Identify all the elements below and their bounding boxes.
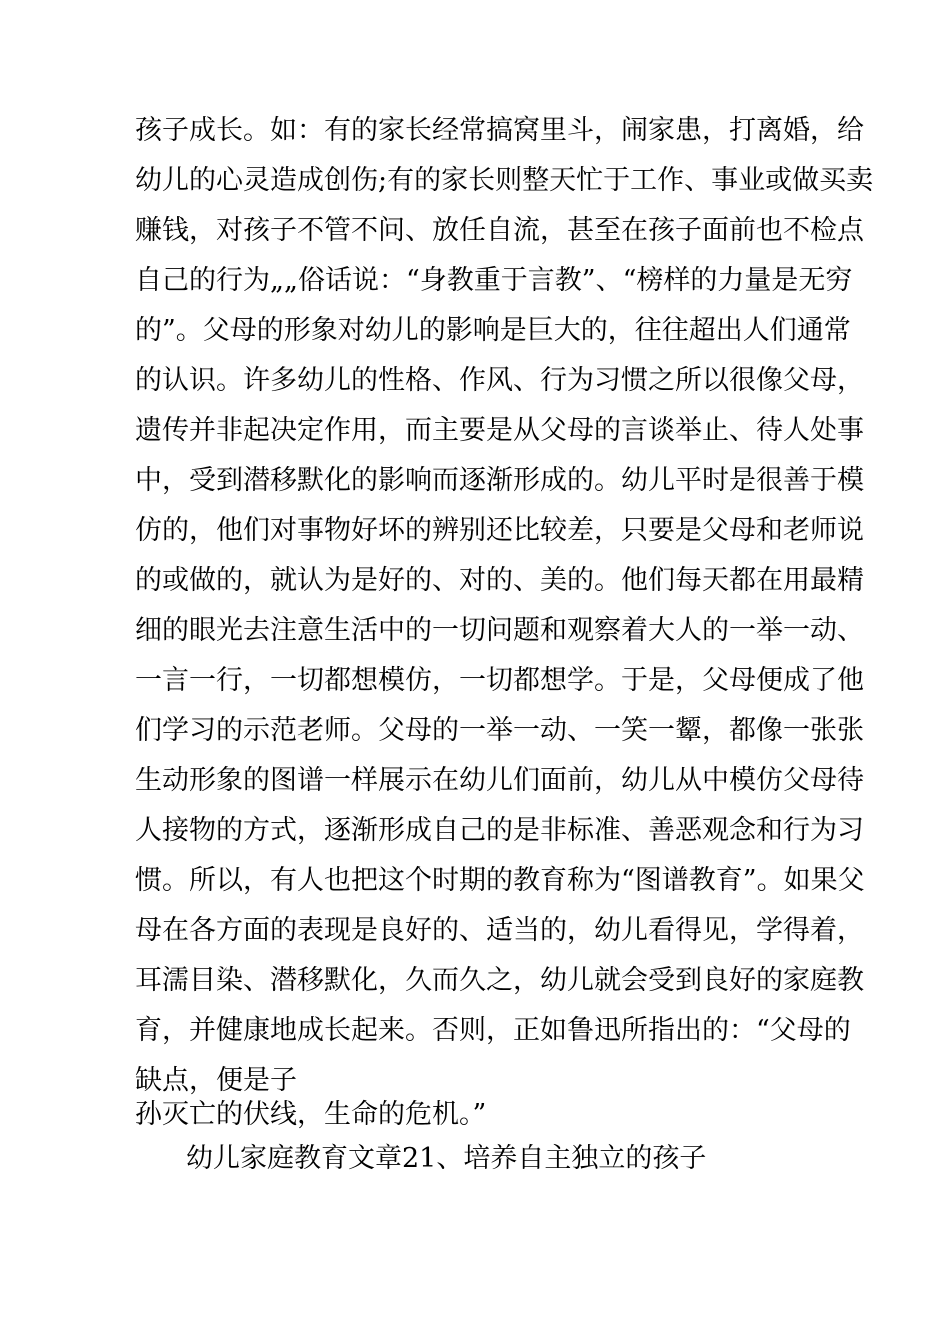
text-line: 细的眼光去注意生活中的一切问题和观察着大人的一举一动、 bbox=[135, 615, 864, 646]
text-line: 一言一行，一切都想模仿，一切都想学。于是，父母便成了他 bbox=[135, 665, 864, 696]
text-line: 孩子成长。如：有的家长经常搞窝里斗，闹家患，打离婚，给 bbox=[135, 115, 864, 146]
text-line: 幼儿的心灵造成创伤;有的家长则整天忙于工作、事业或做买卖 bbox=[135, 165, 874, 196]
text-line: 们学习的示范老师。父母的一举一动、一笑一颦，都像一张张 bbox=[135, 715, 864, 746]
text-line: 母在各方面的表现是良好的、适当的，幼儿看得见，学得着， bbox=[135, 915, 864, 946]
text-line: 生动形象的图谱一样展示在幼儿们面前，幼儿从中模仿父母待 bbox=[135, 765, 864, 796]
text-line: 的或做的，就认为是好的、对的、美的。他们每天都在用最精 bbox=[135, 565, 864, 596]
text-line: 的”。父母的形象对幼儿的影响是巨大的，往往超出人们通常 bbox=[135, 315, 851, 346]
text-line: 人接物的方式，逐渐形成自己的是非标准、善恶观念和行为习 bbox=[135, 815, 864, 846]
text-line: 中，受到潜移默化的影响而逐渐形成的。幼儿平时是很善于模 bbox=[135, 465, 864, 496]
text-line: 育，并健康地成长起来。否则，正如鲁迅所指出的：“父母的 bbox=[135, 1015, 851, 1046]
section-heading: 幼儿家庭教育文章21、培养自主独立的孩子 bbox=[186, 1143, 707, 1174]
text-line: 仿的，他们对事物好坏的辨别还比较差，只要是父母和老师说 bbox=[135, 515, 864, 546]
text-line: 自己的行为„„俗话说：“身教重于言教”、“榜样的力量是无穷 bbox=[135, 265, 853, 296]
text-line: 耳濡目染、潜移默化，久而久之，幼儿就会受到良好的家庭教 bbox=[135, 965, 864, 996]
text-line: 惯。所以，有人也把这个时期的教育称为“图谱教育”。如果父 bbox=[135, 865, 865, 896]
text-line: 孙灭亡的伏线，生命的危机。” bbox=[135, 1099, 487, 1130]
text-line: 的认识。许多幼儿的性格、作风、行为习惯之所以很像父母， bbox=[135, 365, 864, 396]
text-line: 赚钱，对孩子不管不问、放任自流，甚至在孩子面前也不检点 bbox=[135, 215, 864, 246]
text-line: 缺点，便是子 bbox=[135, 1065, 297, 1096]
text-line: 遗传并非起决定作用，而主要是从父母的言谈举止、待人处事 bbox=[135, 415, 864, 446]
